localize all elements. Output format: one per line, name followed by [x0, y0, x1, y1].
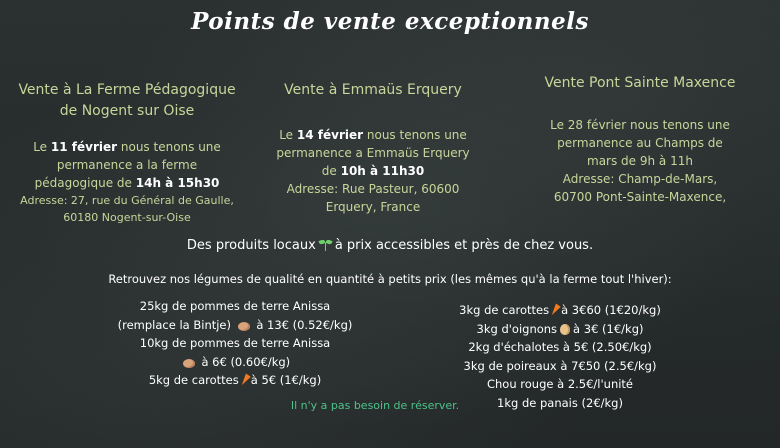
- list-item: (remplace la Bintje) à 13€ (0.52€/kg): [117, 317, 353, 332]
- products-intro: Retrouvez nos légumes de qualité en quantité à petits prix (les mêmes qu'à la ferme tout l'hiver):: [108, 272, 672, 286]
- venue-date: 14 février: [296, 128, 364, 142]
- venue-hours: 10h à 11h30: [340, 164, 425, 178]
- list-item: 10kg de pommes de terre Anissa: [139, 336, 331, 350]
- venue-heading: Vente à Emmaüs Erquery: [284, 82, 462, 98]
- venue-text: Le 11 février nous tenons une: [33, 140, 221, 154]
- products-list-right: [430, 301, 690, 412]
- list-item: 3kg de poireaux à 7€50 (2.5€/kg): [463, 358, 657, 373]
- page-title: Points de vente exceptionnels: [191, 8, 589, 35]
- venue-address: Adresse: 27, rue du Général de Gaulle,: [20, 194, 234, 207]
- venue-address: Adresse: Rue Pasteur, 60600: [286, 182, 460, 196]
- venue-date: 11 février: [50, 140, 118, 154]
- venue-pont-sainte-maxence: [530, 73, 750, 206]
- venue-address: 60180 Nogent-sur-Oise: [63, 211, 191, 224]
- venue-address: 60700 Pont-Sainte-Maxence,: [553, 190, 727, 204]
- venue-address: Erquery, France: [325, 200, 421, 214]
- venue-hours: 14h à 15h30: [135, 176, 220, 190]
- venue-heading: Vente à La Ferme Pédagogique: [18, 82, 236, 98]
- list-item: 2kg d'échalotes à 5€ (2.50€/kg): [468, 340, 652, 354]
- no-reservation-note: Il n'y a pas besoin de réserver.: [290, 399, 460, 412]
- venue-text: mars de 9h à 11h: [587, 154, 693, 168]
- venue-text: pédagogique de 14h à 15h30: [34, 176, 220, 190]
- list-item: à 6€ (0.60€/kg): [100, 353, 370, 372]
- venue-heading: de Nogent sur Oise: [59, 103, 195, 119]
- sprout-icon: [319, 238, 332, 251]
- venue-text: permanence au Champs de: [557, 136, 723, 150]
- potato-icon: [238, 322, 250, 331]
- venue-heading: Vente Pont Sainte Maxence: [544, 75, 736, 91]
- venue-text: de 10h à 11h30: [321, 164, 425, 178]
- list-item: 1kg de panais (2€/kg): [497, 395, 623, 410]
- venue-text: Le 28 février nous tenons une: [550, 118, 730, 132]
- list-item: Chou rouge à 2.5€/l'unité: [486, 377, 634, 391]
- venue-address: Adresse: Champ-de-Mars,: [562, 172, 718, 186]
- list-item: 5kg de carottes à 5€ (1€/kg): [148, 373, 322, 387]
- venue-text: Le 14 février nous tenons une: [279, 128, 467, 142]
- carrot-icon: [549, 303, 561, 316]
- venue-nogent: [14, 80, 240, 226]
- list-item: 25kg de pommes de terre Anissa: [139, 299, 331, 313]
- products-list-left: [100, 297, 370, 390]
- carrot-icon: [239, 373, 251, 386]
- tagline: Des produits locaux à prix accessibles et près de chez vous.: [186, 238, 594, 253]
- potato-icon: [183, 359, 195, 368]
- venue-text: permanence a la ferme: [56, 158, 198, 172]
- list-item: 3kg d'oignons à 3€ (1€/kg): [476, 321, 644, 336]
- onion-icon: [560, 324, 570, 335]
- venue-erquery: [268, 80, 478, 216]
- venue-text: permanence a Emmaüs Erquery: [276, 146, 470, 160]
- list-item: 3kg de carottes à 3€60 (1€20/kg): [459, 303, 661, 317]
